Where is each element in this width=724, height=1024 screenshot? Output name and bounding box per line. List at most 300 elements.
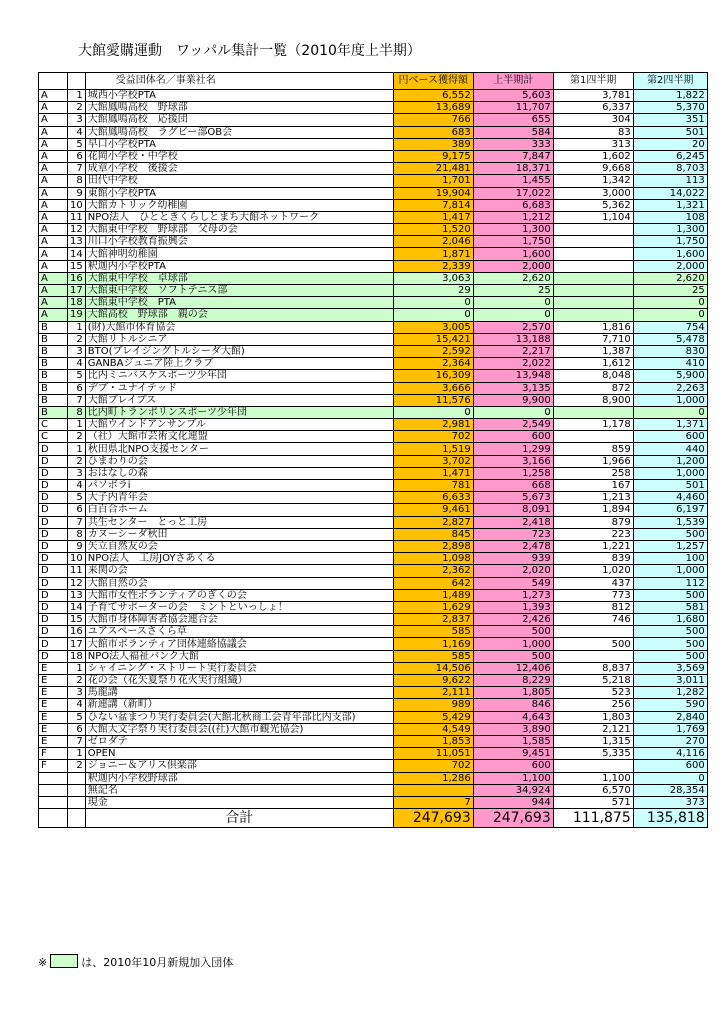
total-q1: 111,875 (553, 809, 633, 828)
row-name: NPO法人 ひとときくらしとまち大館ネットワーク (85, 211, 393, 223)
total-yen: 247,693 (393, 809, 473, 828)
row-number: 14 (68, 601, 86, 613)
row-name: 大館鳳鳴高校 ラグビー部OB会 (85, 126, 393, 138)
row-q1: 3,000 (553, 187, 633, 199)
row-first-half: 8,091 (473, 504, 553, 516)
total-q2: 135,818 (633, 809, 707, 828)
row-first-half: 13,188 (473, 333, 553, 345)
row-q2: 501 (633, 480, 707, 492)
row-first-half: 2,570 (473, 321, 553, 333)
row-first-half: 1,585 (473, 735, 553, 747)
total-blank (68, 809, 86, 828)
row-q2: 1,257 (633, 540, 707, 552)
row-yen: 1,519 (393, 443, 473, 455)
row-q2: 1,371 (633, 419, 707, 431)
row-number (68, 784, 86, 796)
row-q1: 859 (553, 443, 633, 455)
row-first-half: 4,643 (473, 711, 553, 723)
row-number: 2 (68, 431, 86, 443)
row-q2: 2,263 (633, 382, 707, 394)
row-number: 1 (68, 662, 86, 674)
row-yen: 9,461 (393, 504, 473, 516)
row-first-half: 1,258 (473, 467, 553, 479)
table-row (39, 358, 708, 370)
row-first-half: 1,805 (473, 687, 553, 699)
row-name: 大館東中学校 野球部 父母の会 (85, 224, 393, 236)
row-q1: 9,668 (553, 163, 633, 175)
row-category: D (39, 565, 68, 577)
row-number: 3 (68, 687, 86, 699)
table-row (39, 187, 708, 199)
row-q2: 373 (633, 796, 707, 808)
row-number: 5 (68, 711, 86, 723)
row-q2: 500 (633, 528, 707, 540)
row-first-half: 333 (473, 138, 553, 150)
row-number: 11 (68, 565, 86, 577)
table-row (39, 675, 708, 687)
row-first-half: 5,673 (473, 492, 553, 504)
row-yen: 0 (393, 309, 473, 321)
row-number: 3 (68, 345, 86, 357)
row-first-half: 2,020 (473, 565, 553, 577)
row-name: 早口小学校PTA (85, 138, 393, 150)
row-first-half: 8,229 (473, 675, 553, 687)
row-category: B (39, 382, 68, 394)
note-mark: ※ (38, 956, 48, 969)
table-row (39, 760, 708, 772)
row-q1 (553, 406, 633, 418)
row-number: 8 (68, 406, 86, 418)
row-q1: 872 (553, 382, 633, 394)
row-name: 田代中学校 (85, 175, 393, 187)
row-q2: 1,750 (633, 236, 707, 248)
table-row (39, 211, 708, 223)
row-yen: 9,622 (393, 675, 473, 687)
row-first-half: 1,300 (473, 224, 553, 236)
row-yen: 2,981 (393, 419, 473, 431)
table-row (39, 516, 708, 528)
row-category: D (39, 626, 68, 638)
header-category (39, 73, 68, 90)
row-q2: 5,900 (633, 370, 707, 382)
row-number: 18 (68, 650, 86, 662)
row-category: F (39, 748, 68, 760)
row-first-half: 846 (473, 699, 553, 711)
row-category: A (39, 211, 68, 223)
row-yen: 13,689 (393, 102, 473, 114)
table-row (39, 626, 708, 638)
row-number: 3 (68, 467, 86, 479)
new-group-swatch (50, 954, 78, 968)
row-category: E (39, 662, 68, 674)
row-name: 大館リトルシニア (85, 333, 393, 345)
table-row (39, 504, 708, 516)
row-number: 2 (68, 675, 86, 687)
row-name: デブ・ユナイテッド (85, 382, 393, 394)
row-category: E (39, 735, 68, 747)
row-category: A (39, 102, 68, 114)
table-row (39, 126, 708, 138)
row-q1 (553, 297, 633, 309)
table-row (39, 553, 708, 565)
row-first-half: 1,100 (473, 772, 553, 784)
total-label: 合計 (85, 809, 393, 828)
row-q1 (553, 260, 633, 272)
row-q1: 1,612 (553, 358, 633, 370)
row-q2: 2,000 (633, 260, 707, 272)
row-q1: 1,894 (553, 504, 633, 516)
row-q2: 2,840 (633, 711, 707, 723)
row-name: 子育てサポーターの会 ミントといっしょ！ (85, 601, 393, 613)
row-category: D (39, 443, 68, 455)
table-row (39, 309, 708, 321)
row-yen: 766 (393, 114, 473, 126)
table-row (39, 784, 708, 796)
row-q2: 5,478 (633, 333, 707, 345)
total-first-half: 247,693 (473, 809, 553, 828)
row-name: 馬龍講 (85, 687, 393, 699)
row-yen: 5,429 (393, 711, 473, 723)
row-number: 8 (68, 528, 86, 540)
row-q1: 2,121 (553, 723, 633, 735)
row-q2: 5,370 (633, 102, 707, 114)
row-q1: 1,602 (553, 150, 633, 162)
row-q2: 112 (633, 577, 707, 589)
row-yen: 7 (393, 796, 473, 808)
row-q1 (553, 272, 633, 284)
row-first-half: 2,418 (473, 516, 553, 528)
row-number: 8 (68, 175, 86, 187)
table-row (39, 370, 708, 382)
row-yen: 21,481 (393, 163, 473, 175)
row-q1: 258 (553, 467, 633, 479)
row-yen: 389 (393, 138, 473, 150)
row-category: A (39, 175, 68, 187)
row-q1: 437 (553, 577, 633, 589)
row-q1: 223 (553, 528, 633, 540)
table-row (39, 333, 708, 345)
row-category: D (39, 614, 68, 626)
row-number: 6 (68, 504, 86, 516)
row-yen: 2,111 (393, 687, 473, 699)
row-yen: 585 (393, 650, 473, 662)
row-name: 大館市女性ボランティアのぎくの会 (85, 589, 393, 601)
row-first-half: 549 (473, 577, 553, 589)
row-number: 4 (68, 358, 86, 370)
row-q2: 410 (633, 358, 707, 370)
row-yen: 1,471 (393, 467, 473, 479)
row-yen: 3,666 (393, 382, 473, 394)
row-name: ひまわりの会 (85, 455, 393, 467)
row-first-half: 500 (473, 650, 553, 662)
row-q1 (553, 224, 633, 236)
row-q1: 5,335 (553, 748, 633, 760)
row-category: A (39, 163, 68, 175)
table-row (39, 431, 708, 443)
row-q1: 1,213 (553, 492, 633, 504)
summary-table (38, 72, 708, 828)
row-name: 大館カトリック幼稚園 (85, 199, 393, 211)
row-name: ゼロダテ (85, 735, 393, 747)
row-yen: 29 (393, 285, 473, 297)
table-body (39, 90, 708, 809)
row-q2: 500 (633, 638, 707, 650)
note-text: は、2010年10月新規加入団体 (81, 956, 234, 969)
table-row (39, 748, 708, 760)
row-q2: 1,000 (633, 394, 707, 406)
row-yen (393, 784, 473, 796)
table-row (39, 90, 708, 102)
row-q1: 571 (553, 796, 633, 808)
row-q2: 754 (633, 321, 707, 333)
table-row (39, 589, 708, 601)
row-yen: 3,063 (393, 272, 473, 284)
table-row (39, 723, 708, 735)
row-yen: 19,904 (393, 187, 473, 199)
row-number: 1 (68, 90, 86, 102)
row-number: 5 (68, 138, 86, 150)
row-name: 大館自然の会 (85, 577, 393, 589)
row-q1: 8,837 (553, 662, 633, 674)
table-row (39, 687, 708, 699)
row-q1: 1,178 (553, 419, 633, 431)
row-first-half: 944 (473, 796, 553, 808)
row-q2: 500 (633, 626, 707, 638)
row-name: 川口小学校教育振興会 (85, 236, 393, 248)
row-number: 7 (68, 394, 86, 406)
row-category: A (39, 224, 68, 236)
row-q1: 3,781 (553, 90, 633, 102)
table-row (39, 224, 708, 236)
row-q2: 28,354 (633, 784, 707, 796)
row-name: カヌーシーダ秋田 (85, 528, 393, 540)
row-category: D (39, 480, 68, 492)
row-name: ひない盆まつり実行委員会(大館北秋商工会青年部比内支部) (85, 711, 393, 723)
legend-note (38, 954, 233, 970)
row-first-half: 2,217 (473, 345, 553, 357)
row-number: 9 (68, 540, 86, 552)
row-name: 大館ウインドアンサンブル (85, 419, 393, 431)
row-yen: 781 (393, 480, 473, 492)
row-yen: 1,489 (393, 589, 473, 601)
row-q1: 1,816 (553, 321, 633, 333)
row-q2: 600 (633, 431, 707, 443)
row-yen: 1,520 (393, 224, 473, 236)
row-first-half: 1,212 (473, 211, 553, 223)
row-first-half: 2,000 (473, 260, 553, 272)
row-category: B (39, 370, 68, 382)
row-name: 大館鳳鳴高校 応援団 (85, 114, 393, 126)
row-category: D (39, 540, 68, 552)
row-q1: 1,020 (553, 565, 633, 577)
row-category: A (39, 297, 68, 309)
row-name: （社）大館市芸術文化連盟 (85, 431, 393, 443)
row-q2: 0 (633, 297, 707, 309)
row-yen: 989 (393, 699, 473, 711)
row-yen: 4,549 (393, 723, 473, 735)
row-first-half: 9,451 (473, 748, 553, 760)
row-first-half: 0 (473, 309, 553, 321)
row-first-half: 9,900 (473, 394, 553, 406)
row-q1: 812 (553, 601, 633, 613)
row-q1: 5,362 (553, 199, 633, 211)
row-category: E (39, 699, 68, 711)
row-q1: 256 (553, 699, 633, 711)
row-q1: 523 (553, 687, 633, 699)
row-name: 新連講（新町） (85, 699, 393, 711)
row-first-half: 17,022 (473, 187, 553, 199)
row-category: A (39, 150, 68, 162)
row-category: D (39, 577, 68, 589)
row-name: 共生センター とっと工房 (85, 516, 393, 528)
row-yen: 11,051 (393, 748, 473, 760)
row-q2: 1,321 (633, 199, 707, 211)
row-first-half: 2,549 (473, 419, 553, 431)
header-number (68, 73, 86, 90)
row-name: 矢立自然友の会 (85, 540, 393, 552)
table-row (39, 297, 708, 309)
row-q1 (553, 431, 633, 443)
row-category: A (39, 187, 68, 199)
row-first-half: 6,683 (473, 199, 553, 211)
row-name: 大館東中学校 PTA (85, 297, 393, 309)
row-name: 東館小学校PTA (85, 187, 393, 199)
row-first-half: 600 (473, 431, 553, 443)
row-category: E (39, 675, 68, 687)
row-number: 5 (68, 370, 86, 382)
header-yen: 円ベース獲得額 (393, 73, 473, 90)
row-q2: 351 (633, 114, 707, 126)
row-name: 現金 (85, 796, 393, 808)
table-row (39, 150, 708, 162)
row-name: パソボラi (85, 480, 393, 492)
row-yen: 0 (393, 406, 473, 418)
row-number: 17 (68, 285, 86, 297)
row-number: 6 (68, 382, 86, 394)
table-row (39, 614, 708, 626)
row-number: 1 (68, 419, 86, 431)
row-number: 12 (68, 224, 86, 236)
row-category: A (39, 236, 68, 248)
row-name: おはなしの森 (85, 467, 393, 479)
table-row (39, 272, 708, 284)
row-q2: 108 (633, 211, 707, 223)
table-row (39, 102, 708, 114)
row-name: 釈迦内小学校PTA (85, 260, 393, 272)
table-row (39, 248, 708, 260)
row-q1: 1,342 (553, 175, 633, 187)
row-first-half: 939 (473, 553, 553, 565)
row-yen: 2,898 (393, 540, 473, 552)
row-number: 18 (68, 297, 86, 309)
row-name: BTO(ブレイジングトルシーダ大館) (85, 345, 393, 357)
row-first-half: 668 (473, 480, 553, 492)
row-q1: 313 (553, 138, 633, 150)
row-category (39, 784, 68, 796)
row-first-half: 11,707 (473, 102, 553, 114)
row-first-half: 500 (473, 626, 553, 638)
row-number: 6 (68, 150, 86, 162)
row-category: B (39, 358, 68, 370)
row-name: 比内ミニバスケスポーツ少年団 (85, 370, 393, 382)
row-q1 (553, 285, 633, 297)
row-q2: 25 (633, 285, 707, 297)
row-first-half: 18,371 (473, 163, 553, 175)
row-category: A (39, 285, 68, 297)
row-yen: 2,837 (393, 614, 473, 626)
row-q1 (553, 650, 633, 662)
row-first-half: 3,166 (473, 455, 553, 467)
row-first-half: 0 (473, 297, 553, 309)
row-number: 3 (68, 114, 86, 126)
table-header-row (39, 73, 708, 90)
table-row (39, 796, 708, 808)
table-row (39, 236, 708, 248)
row-first-half: 25 (473, 285, 553, 297)
row-q1 (553, 626, 633, 638)
row-q2: 500 (633, 589, 707, 601)
row-number: 5 (68, 492, 86, 504)
table-row (39, 114, 708, 126)
row-q2: 100 (633, 553, 707, 565)
row-yen: 642 (393, 577, 473, 589)
row-name: 比内町トランポリンスポーツ少年団 (85, 406, 393, 418)
row-q1: 839 (553, 553, 633, 565)
table-row (39, 662, 708, 674)
row-name: ジョニー＆アリス倶楽部 (85, 760, 393, 772)
row-q1: 304 (553, 114, 633, 126)
row-name: 大館鳳鳴高校 野球部 (85, 102, 393, 114)
row-yen: 1,701 (393, 175, 473, 187)
row-name: 大館ブレイブス (85, 394, 393, 406)
row-first-half: 34,924 (473, 784, 553, 796)
row-yen: 1,629 (393, 601, 473, 613)
row-name: ユアスペースさくら草 (85, 626, 393, 638)
row-category: D (39, 650, 68, 662)
row-q2: 830 (633, 345, 707, 357)
row-yen: 1,853 (393, 735, 473, 747)
row-name: 花岡小学校・中学校 (85, 150, 393, 162)
row-number: 11 (68, 211, 86, 223)
row-q1 (553, 236, 633, 248)
row-yen: 6,552 (393, 90, 473, 102)
row-yen: 1,286 (393, 772, 473, 784)
row-category: A (39, 199, 68, 211)
row-yen: 2,592 (393, 345, 473, 357)
table-row (39, 406, 708, 418)
row-number: 2 (68, 102, 86, 114)
row-q1: 7,710 (553, 333, 633, 345)
row-yen: 1,169 (393, 638, 473, 650)
row-number: 1 (68, 748, 86, 760)
row-yen: 6,633 (393, 492, 473, 504)
table-row (39, 163, 708, 175)
table-row (39, 711, 708, 723)
row-number: 4 (68, 699, 86, 711)
row-q2: 14,022 (633, 187, 707, 199)
table-row (39, 443, 708, 455)
total-row (39, 809, 708, 828)
row-q1: 879 (553, 516, 633, 528)
row-category: B (39, 406, 68, 418)
row-q1: 8,900 (553, 394, 633, 406)
table-row (39, 285, 708, 297)
row-first-half: 1,299 (473, 443, 553, 455)
row-category: A (39, 272, 68, 284)
table-row (39, 565, 708, 577)
row-q2: 8,703 (633, 163, 707, 175)
row-q1: 1,221 (553, 540, 633, 552)
